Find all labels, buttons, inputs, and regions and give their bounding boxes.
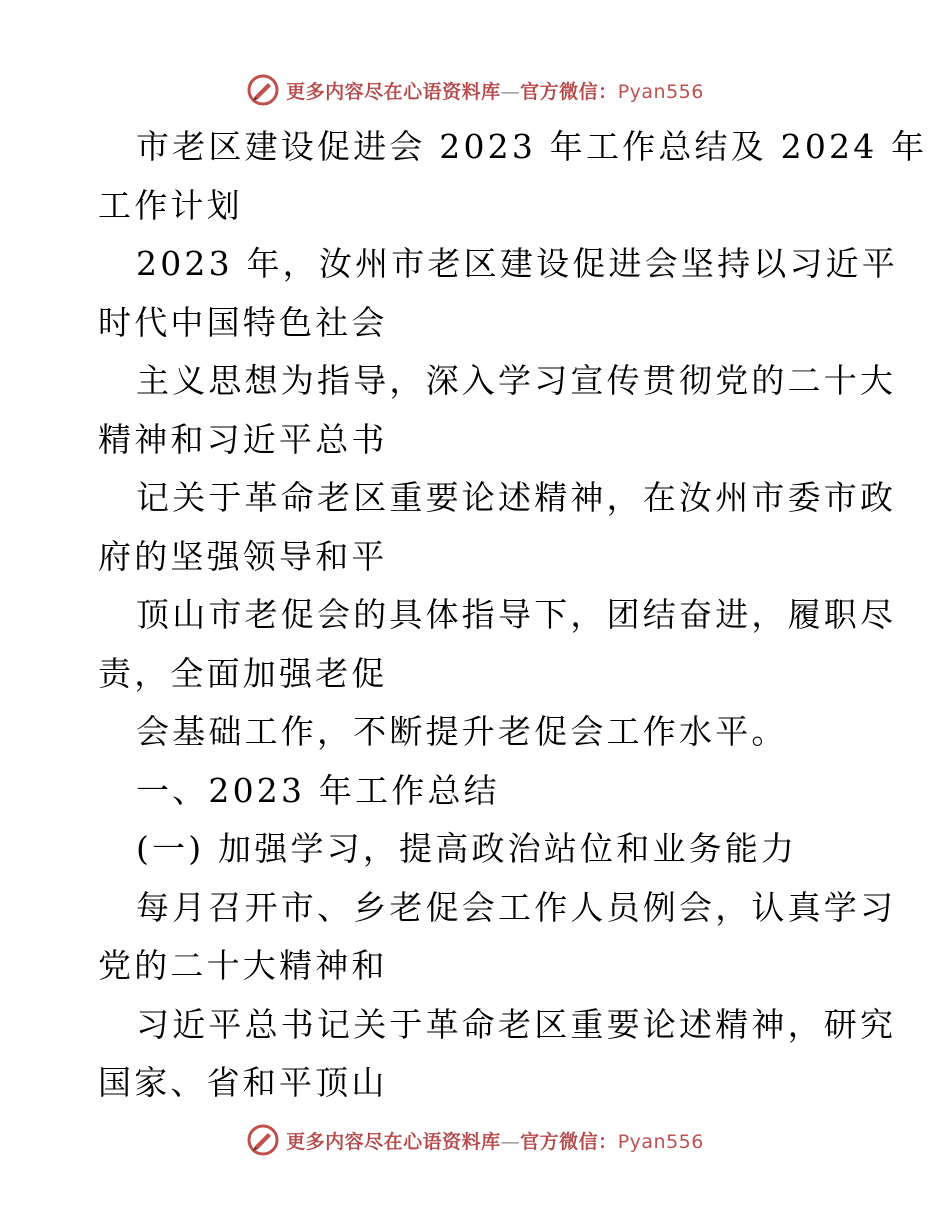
document-line: (一) 加强学习，提高政治站位和业务能力 — [136, 829, 798, 868]
document-line: 工作计划 — [98, 185, 243, 225]
document-line: 习近平总书记关于革命老区重要论述精神，研究 — [136, 1004, 897, 1044]
document-line: 精神和习近平总书 — [98, 419, 388, 459]
document-line: 府的坚强领导和平 — [98, 536, 388, 576]
footer-watermark — [0, 1120, 950, 1160]
document-body — [98, 118, 928, 1113]
brand-logo-icon — [246, 73, 280, 107]
document-line: 每月召开市、乡老促会工作人员例会，认真学习 — [136, 887, 897, 927]
document-line: 市老区建设促进会 2023 年工作总结及 2024 年 — [136, 127, 928, 166]
watermark-text: 更多内容尽在心语资料库—官方微信：Pyan556 — [286, 80, 704, 103]
document-line: 顶山市老促会的具体指导下，团结奋进，履职尽 — [136, 595, 897, 634]
document-line: 2023 年，汝州市老区建设促进会坚持以习近平 — [136, 244, 899, 283]
document-line: 主义思想为指导，深入学习宣传贯彻党的二十大 — [136, 361, 897, 400]
document-line: 国家、省和平顶山 — [98, 1063, 388, 1102]
brand-logo-icon — [246, 1123, 280, 1157]
document-line: 会基础工作，不断提升老促会工作水平。 — [136, 712, 788, 751]
document-line: 责，全面加强老促 — [98, 653, 388, 693]
document-line: 记关于革命老区重要论述精神，在汝州市委市政 — [136, 478, 897, 517]
document-line: 一、2023 年工作总结 — [136, 770, 500, 810]
header-watermark — [0, 70, 950, 110]
watermark-text: 更多内容尽在心语资料库—官方微信：Pyan556 — [286, 1130, 704, 1153]
document-line: 党的二十大精神和 — [98, 946, 388, 985]
document-line: 时代中国特色社会 — [98, 302, 388, 342]
